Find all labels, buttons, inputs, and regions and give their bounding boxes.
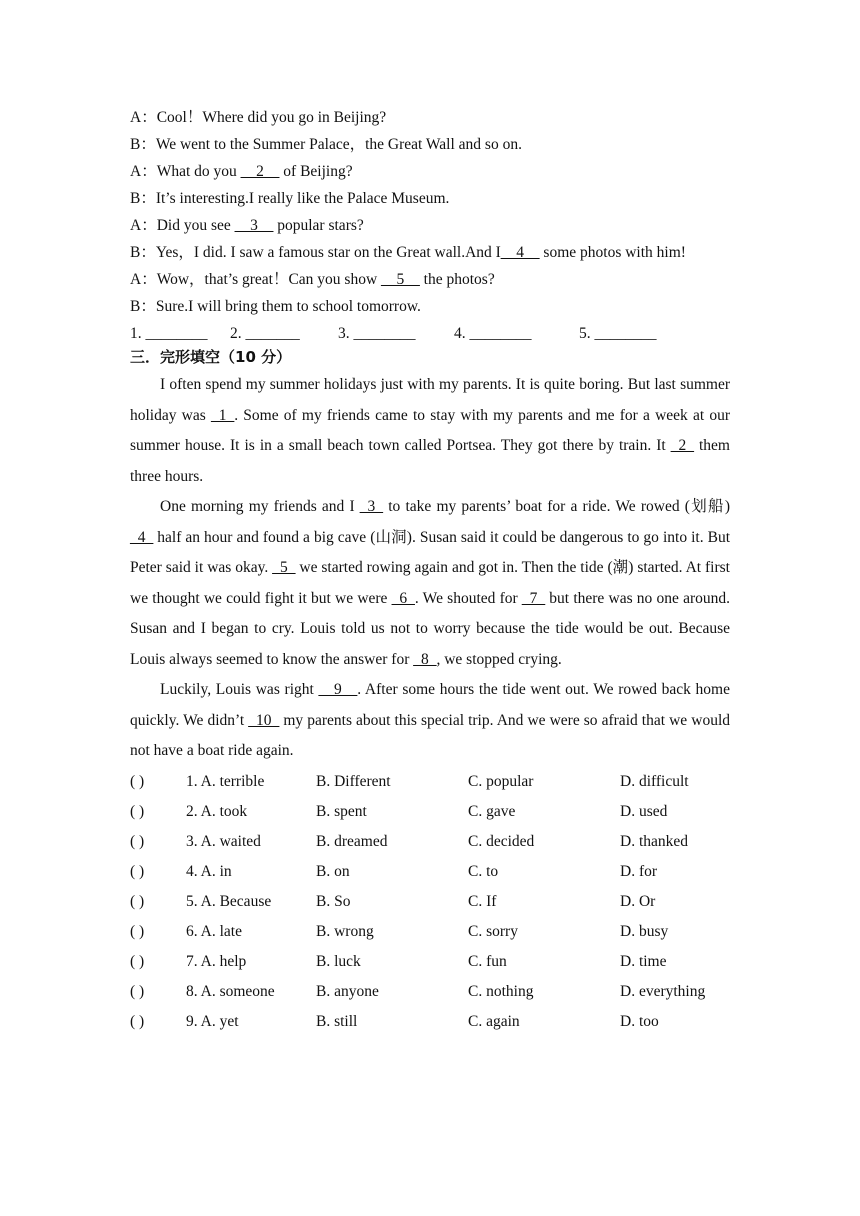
passage-text: my parents about this special trip. And we were so afraid that we would not have a boat ride again. <box>130 711 730 759</box>
option-d: D. everything <box>620 982 706 1000</box>
option-b: B. dreamed <box>316 832 388 850</box>
dialogue-line <box>130 212 730 239</box>
answer-paren[interactable]: ( ) <box>130 802 145 820</box>
answer-paren[interactable]: ( ) <box>130 862 145 880</box>
line-text: We went to the Summer Palace，the Great Wall and so on. <box>155 136 522 153</box>
option-b: B. So <box>316 892 351 910</box>
option-d: D. busy <box>620 922 669 940</box>
option-a: 1. A. terrible <box>186 772 265 790</box>
blank-5[interactable]: __5__ <box>381 271 420 288</box>
option-a: 5. A. Because <box>186 892 272 910</box>
option-b: B. wrong <box>316 922 374 940</box>
dialogue-line <box>130 104 730 131</box>
line-text: Cool！Where did you go in Beijing? <box>156 109 387 126</box>
answer-paren[interactable]: ( ) <box>130 922 145 940</box>
question-row <box>130 917 730 947</box>
option-d: D. too <box>620 1012 659 1030</box>
option-a: 4. A. in <box>186 862 232 880</box>
line-text: popular stars? <box>273 217 364 234</box>
speaker: A： <box>130 163 157 180</box>
dialogue-line <box>130 293 730 320</box>
option-b: B. on <box>316 862 350 880</box>
passage-text: I often spend my summer holidays just with my parents. It is quite boring. But last summer holiday was <box>130 376 730 424</box>
option-d: D. Or <box>620 892 656 910</box>
passage-text: them three hours. <box>130 437 730 485</box>
cloze-blank-3: _3_ <box>359 498 384 515</box>
question-row <box>130 797 730 827</box>
option-b: B. spent <box>316 802 367 820</box>
option-b: B. still <box>316 1012 358 1030</box>
cloze-blank-6: _6_ <box>391 589 415 607</box>
cloze-blank-9: __9__ <box>318 681 358 698</box>
option-c: C. fun <box>468 952 507 970</box>
question-row <box>130 887 730 917</box>
answer-paren[interactable]: ( ) <box>130 832 145 850</box>
line-text: Yes，I did. I saw a famous star on the Great wall.And I <box>155 244 501 261</box>
dialogue-line <box>130 239 730 266</box>
answer-paren[interactable]: ( ) <box>130 1012 145 1030</box>
option-c: C. sorry <box>468 922 518 940</box>
cloze-blank-1: _1_ <box>210 406 235 424</box>
line-text: It’s interesting.I really like the Palace Museum. <box>155 190 450 207</box>
option-b: B. anyone <box>316 982 379 1000</box>
passage-paragraph-2 <box>130 492 730 675</box>
line-text: some photos with him! <box>539 244 686 261</box>
cloze-blank-5: _5_ <box>272 559 296 576</box>
question-row <box>130 947 730 977</box>
speaker: A： <box>130 271 157 288</box>
cloze-blank-2: _2_ <box>670 437 694 454</box>
worksheet-page <box>130 104 730 1037</box>
option-c: C. If <box>468 892 497 910</box>
option-a: 8. A. someone <box>186 982 275 1000</box>
passage-text: , we stopped crying. <box>436 650 562 668</box>
answer-blank-5[interactable]: 5. ________ <box>579 325 657 342</box>
option-c: C. popular <box>468 772 534 790</box>
line-text: of Beijing? <box>279 163 353 180</box>
option-d: D. used <box>620 802 668 820</box>
speaker: B： <box>130 136 156 153</box>
option-a: 7. A. help <box>186 952 247 970</box>
speaker: B： <box>130 298 156 315</box>
option-d: D. difficult <box>620 772 689 790</box>
question-row <box>130 977 730 1007</box>
option-a: 2. A. took <box>186 802 248 820</box>
option-b: B. Different <box>316 772 391 790</box>
line-text: the photos? <box>419 271 495 288</box>
answer-blanks <box>130 320 730 344</box>
option-a: 9. A. yet <box>186 1012 239 1030</box>
line-text: Sure.I will bring them to school tomorrow. <box>155 298 421 315</box>
answer-blank-1[interactable]: 1. ________ <box>130 325 208 342</box>
passage-paragraph-3 <box>130 675 730 767</box>
section-title: 三．完形填空（10 分） <box>130 348 292 366</box>
question-row <box>130 1007 730 1037</box>
passage-text: to take my parents’ boat for a ride. We rowed (划船) <box>383 498 730 515</box>
option-c: C. decided <box>468 832 535 850</box>
line-text: Wow，that’s great！Can you show <box>156 271 382 288</box>
blank-3[interactable]: __3__ <box>234 217 274 234</box>
line-text: Did you see <box>156 217 235 234</box>
speaker: A： <box>130 109 157 126</box>
answer-blank-3[interactable]: 3. ________ <box>338 325 416 342</box>
line-text: What do you <box>156 163 241 180</box>
option-d: D. thanked <box>620 832 689 850</box>
answer-paren[interactable]: ( ) <box>130 982 145 1000</box>
option-b: B. luck <box>316 952 361 970</box>
speaker: B： <box>130 190 156 207</box>
question-row <box>130 767 730 797</box>
option-d: D. time <box>620 952 667 970</box>
passage-text: but there was no one around. Susan and I began to cry. Louis told us not to worry because the tide would be out. Because Louis always seemed to know the answer for <box>130 589 731 668</box>
dialogue-line <box>130 158 730 185</box>
dialogue-line <box>130 185 730 212</box>
option-d: D. for <box>620 862 658 880</box>
dialogue-line <box>130 266 730 293</box>
dialogue <box>130 104 730 320</box>
speaker: A： <box>130 217 157 234</box>
option-a: 3. A. waited <box>186 832 261 850</box>
answer-paren[interactable]: ( ) <box>130 772 145 790</box>
option-c: C. gave <box>468 802 516 820</box>
passage-text: we started rowing again and got in. Then the tide (潮) started. At first we thought we could fight it but we were <box>130 559 730 607</box>
blank-2[interactable]: __2__ <box>240 163 280 180</box>
passage-text: . Some of my friends came to stay with my parents and me for a week at our summer house. It is in a small beach town called Portsea. They got there by train. It <box>130 406 730 454</box>
cloze-blank-10: _10_ <box>248 711 280 729</box>
passage-text: half an hour and found a big cave (山洞). Susan said it could be dangerous to go into it. But Peter said it was okay. <box>130 528 730 576</box>
cloze-blank-8: _8_ <box>413 650 437 668</box>
question-list <box>130 767 730 1037</box>
passage-text: . After some hours the tide went out. We rowed back home quickly. We didn’t <box>130 681 730 729</box>
question-row <box>130 827 730 857</box>
question-row <box>130 857 730 887</box>
blank-4[interactable]: __4__ <box>500 244 540 261</box>
passage-paragraph-1 <box>130 370 730 492</box>
option-a: 6. A. late <box>186 922 242 940</box>
passage-text: Luckily, Louis was right <box>160 681 319 698</box>
cloze-blank-4: _4_ <box>130 528 154 546</box>
answer-blank-4[interactable]: 4. ________ <box>454 325 532 342</box>
passage-text: One morning my friends and I <box>160 498 360 515</box>
answer-paren[interactable]: ( ) <box>130 892 145 910</box>
dialogue-line <box>130 131 730 158</box>
option-c: C. again <box>468 1012 520 1030</box>
answer-blank-2[interactable]: 2. _______ <box>230 325 300 342</box>
passage-text: . We shouted for <box>414 589 522 607</box>
answer-paren[interactable]: ( ) <box>130 952 145 970</box>
cloze-blank-7: _7_ <box>521 589 546 607</box>
speaker: B： <box>130 244 156 261</box>
option-c: C. nothing <box>468 982 534 1000</box>
option-c: C. to <box>468 862 499 880</box>
